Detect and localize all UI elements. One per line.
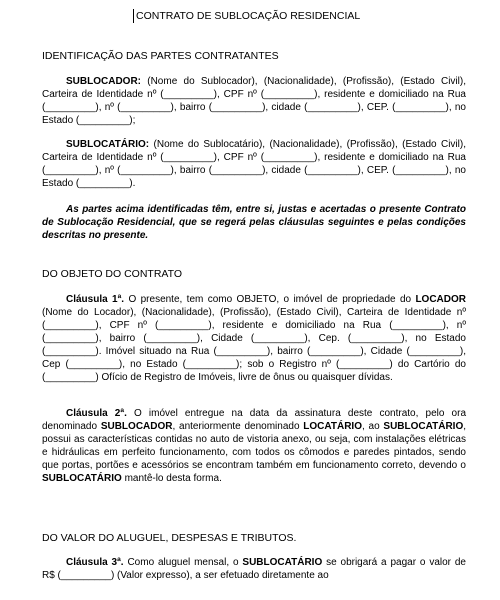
- paragraph-clause-1: [42, 293, 466, 384]
- text-sublocador: (Nome do Sublocador), (Nacionalidade), (Profissão), (Estado Civil), Carteira de Identidade nº (_________), CPF nº (_________), residente e domiciliado na Rua (_________), nº (_________), bairro (_________), cidade (_________), CEP. (_________), no Estado (_________);: [42, 76, 466, 126]
- heading-parties: IDENTIFICAÇÃO DAS PARTES CONTRATANTES: [42, 50, 279, 62]
- clause-2-text-e: mantê-lo desta forma.: [121, 473, 222, 484]
- clause-1-locador: LOCADOR: [415, 294, 466, 305]
- clause-2-locatario: LOCATÁRIO: [303, 421, 362, 432]
- label-clause-2: Cláusula 2ª.: [66, 408, 127, 419]
- clause-2-sublocatario-2: SUBLOCATÁRIO: [42, 473, 122, 484]
- clause-1-text-b: (Nome do Locador), (Nacionalidade), (Profissão), (Estado Civil), Carteira de Identidade nº (_________), CPF nº (_________), residente e domiciliado na Rua (_________), nº (_________), bairro (_________), Cidade (_________), Cep. (_________), no Estado (_________). Imóvel situado na Rua (_________), bairro (_________), Cidade (_________), Cep (_________), no Estado (_________); sob o Registro nº (_________) do Cartório do (_________) Ofício de Registro de Imóveis, livre de ônus ou quaisquer dívidas.: [42, 307, 466, 383]
- text-sublocatario: (Nome do Sublocatário), (Nacionalidade), (Profissão), (Estado Civil), Carteira de Identidade nº (_________), CPF nº (_________), residente e domiciliado na Rua (_________), nº (_________), bairro (_________), cidade (_________), CEP. (_________), no Estado (_________).: [42, 139, 466, 189]
- clause-3-sublocatario: SUBLOCATÁRIO: [242, 557, 323, 568]
- clause-3-text-b: se obrigará a pagar o valor de R$ (_________) (Valor expresso), a ser efetuado diretamente ao: [42, 557, 466, 581]
- label-sublocador: SUBLOCADOR:: [66, 76, 141, 87]
- label-clause-3: Cláusula 3ª.: [66, 557, 124, 568]
- clause-2-sublocatario: SUBLOCATÁRIO: [383, 421, 464, 432]
- clause-2-text-a: O imóvel entregue na data da assinatura deste contrato, pelo ora denominado: [42, 408, 467, 432]
- clause-2-sublocador: SUBLOCADOR: [100, 421, 173, 432]
- clause-2-text-b: , anteriormente denominado: [172, 421, 304, 432]
- label-clause-1: Cláusula 1ª.: [66, 294, 125, 305]
- clause-1-text-a: O presente, tem como OBJETO, o imóvel de propriedade do: [124, 294, 416, 305]
- clause-2-text-d: , possui as características contidas no auto de vistoria anexo, ou seja, com instalações elétricas e hidráulicas em perfeito funcionamento, com todos os cômodos e paredes pintados, sendo que portas, portões e acessórios se encontram também em funcionamento correto, devendo o: [42, 421, 466, 471]
- label-sublocatario: SUBLOCATÁRIO:: [66, 139, 150, 150]
- document-title: CONTRATO DE SUBLOCAÇÃO RESIDENCIAL: [133, 9, 360, 23]
- paragraph-agreement: As partes acima identificadas têm, entre si, justas e acertadas o presente Contrato de Sublocação Residencial, que se regerá pelas cláusulas seguintes e pelas condições descritas no presente.: [42, 204, 466, 241]
- paragraph-sublocador: [42, 75, 466, 127]
- heading-rent: DO VALOR DO ALUGUEL, DESPESAS E TRIBUTOS.: [42, 532, 297, 544]
- heading-object: DO OBJETO DO CONTRATO: [42, 268, 183, 280]
- clause-2-text-c: , ao: [361, 421, 384, 432]
- paragraph-clause-3: [42, 556, 466, 582]
- paragraph-clause-2: [42, 407, 466, 485]
- paragraph-sublocatario: [42, 138, 466, 190]
- clause-3-text-a: Como aluguel mensal, o: [123, 557, 243, 568]
